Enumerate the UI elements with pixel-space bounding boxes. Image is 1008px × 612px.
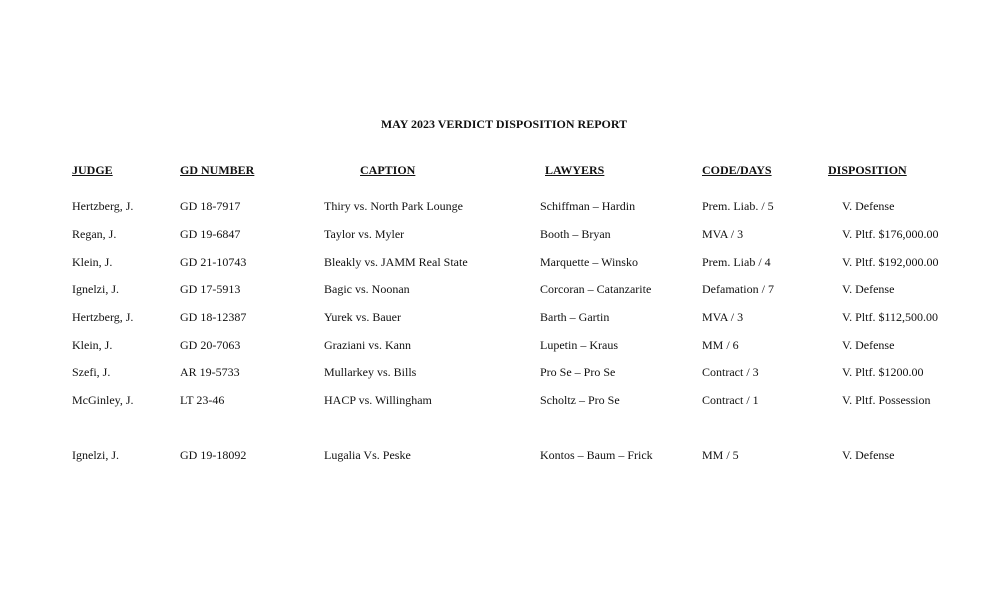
table-row: [0, 227, 1008, 243]
cell-gd-number: GD 18-7917: [180, 199, 241, 213]
cell-disposition: V. Defense: [842, 338, 895, 352]
cell-caption: Mullarkey vs. Bills: [324, 365, 417, 379]
cell-caption: Taylor vs. Myler: [324, 227, 405, 241]
cell-disposition: V. Defense: [842, 199, 895, 213]
header-disposition: DISPOSITION: [828, 163, 907, 177]
cell-lawyers: Booth – Bryan: [540, 227, 611, 241]
cell-judge: Klein, J.: [72, 338, 113, 352]
cell-gd-number: GD 19-18092: [180, 448, 247, 462]
cell-disposition: V. Pltf. $1200.00: [842, 365, 924, 379]
cell-disposition: V. Pltf. $192,000.00: [842, 255, 939, 269]
cell-gd-number: GD 18-12387: [180, 310, 247, 324]
cell-judge: McGinley, J.: [72, 393, 134, 407]
cell-disposition: V. Defense: [842, 282, 895, 296]
header-caption: CAPTION: [360, 163, 416, 177]
cell-gd-number: GD 17-5913: [180, 282, 241, 296]
cell-lawyers: Lupetin – Kraus: [540, 338, 618, 352]
cell-lawyers: Pro Se – Pro Se: [540, 365, 616, 379]
cell-lawyers: Barth – Gartin: [540, 310, 610, 324]
table-row: [0, 448, 1008, 464]
cell-caption: Yurek vs. Bauer: [324, 310, 401, 324]
cell-judge: Ignelzi, J.: [72, 448, 119, 462]
cell-code-days: Prem. Liab. / 5: [702, 199, 774, 213]
cell-disposition: V. Defense: [842, 448, 895, 462]
table-row: [0, 365, 1008, 381]
cell-disposition: V. Pltf. $112,500.00: [842, 310, 939, 324]
cell-lawyers: Scholtz – Pro Se: [540, 393, 620, 407]
cell-judge: Klein, J.: [72, 255, 113, 269]
cell-disposition: V. Pltf. $176,000.00: [842, 227, 939, 241]
cell-code-days: MM / 6: [702, 338, 739, 352]
header-judge: JUDGE: [72, 163, 113, 177]
cell-gd-number: AR 19-5733: [180, 365, 240, 379]
table-row: [0, 255, 1008, 271]
cell-gd-number: LT 23-46: [180, 393, 225, 407]
cell-gd-number: GD 21-10743: [180, 255, 247, 269]
cell-judge: Szefi, J.: [72, 365, 111, 379]
header-code-days: CODE/DAYS: [702, 163, 772, 177]
header-lawyers: LAWYERS: [545, 163, 605, 177]
cell-lawyers: Corcoran – Catanzarite: [540, 282, 652, 296]
cell-code-days: MM / 5: [702, 448, 739, 462]
table-row: [0, 199, 1008, 215]
cell-code-days: Contract / 3: [702, 365, 759, 379]
header-gd-number: GD NUMBER: [180, 163, 255, 177]
cell-disposition: V. Pltf. Possession: [842, 393, 931, 407]
cell-judge: Hertzberg, J.: [72, 199, 134, 213]
report-title: MAY 2023 VERDICT DISPOSITION REPORT: [380, 117, 628, 131]
cell-judge: Hertzberg, J.: [72, 310, 134, 324]
cell-caption: Graziani vs. Kann: [324, 338, 411, 352]
cell-caption: Thiry vs. North Park Lounge: [324, 199, 463, 213]
cell-code-days: Contract / 1: [702, 393, 759, 407]
cell-lawyers: Kontos – Baum – Frick: [540, 448, 653, 462]
cell-code-days: Prem. Liab / 4: [702, 255, 771, 269]
table-row: [0, 393, 1008, 409]
table-row: [0, 282, 1008, 298]
cell-gd-number: GD 20-7063: [180, 338, 241, 352]
cell-code-days: MVA / 3: [702, 310, 744, 324]
cell-code-days: Defamation / 7: [702, 282, 774, 296]
cell-judge: Regan, J.: [72, 227, 117, 241]
cell-caption: Bleakly vs. JAMM Real State: [324, 255, 468, 269]
table-row: [0, 338, 1008, 354]
cell-caption: Bagic vs. Noonan: [324, 282, 410, 296]
cell-lawyers: Schiffman – Hardin: [540, 199, 636, 213]
table-row: [0, 310, 1008, 326]
cell-gd-number: GD 19-6847: [180, 227, 241, 241]
cell-judge: Ignelzi, J.: [72, 282, 119, 296]
cell-caption: Lugalia Vs. Peske: [324, 448, 411, 462]
cell-lawyers: Marquette – Winsko: [540, 255, 638, 269]
cell-code-days: MVA / 3: [702, 227, 744, 241]
cell-caption: HACP vs. Willingham: [324, 393, 432, 407]
